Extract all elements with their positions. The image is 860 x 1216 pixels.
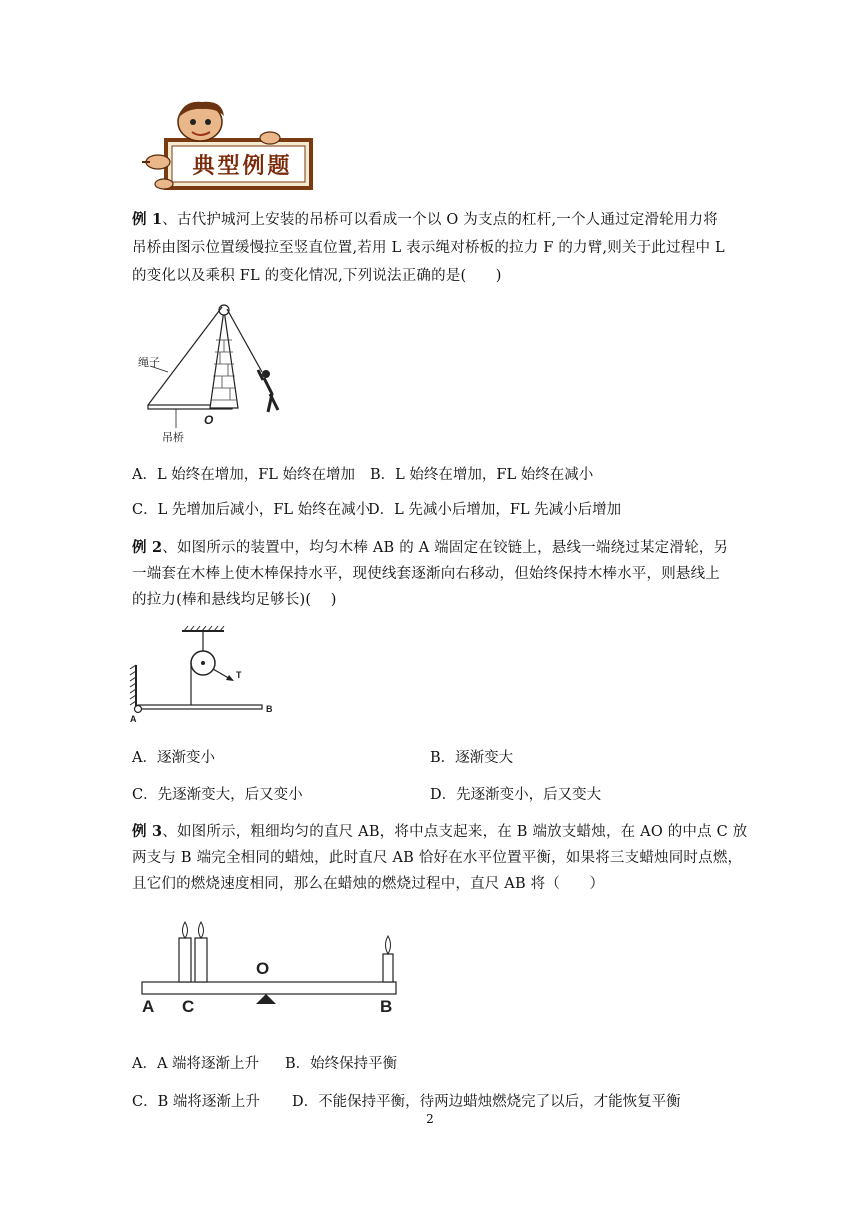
q3-fig-label-a: A [142, 997, 155, 1016]
q1-option-c[interactable]: C．L 先增加后减小，FL 始终在减小 [132, 502, 371, 518]
q3-option-b[interactable]: B．始终保持平衡 [285, 1056, 398, 1072]
q1-option-b[interactable]: B．L 始终在增加，FL 始终在减小 [370, 467, 594, 483]
q3-line1: 例 3、如图所示，粗细均匀的直尺 AB，将中点支起来，在 B 端放支蜡烛，在 AO 的中点 C 放 [132, 823, 748, 840]
q3-figure [138, 912, 408, 1020]
q1-fig-pivot-label: O [204, 413, 214, 427]
q2-fig-label-b: B [266, 704, 273, 714]
q2-line3: 的拉力(棒和悬线均足够长)( ) [132, 592, 337, 608]
page-number: 2 [426, 1112, 434, 1126]
q1-line2: 吊桥由图示位置缓慢拉至竖直位置,若用 L 表示绳对桥板的拉力 F 的力臂,则关于此过程中 L [132, 240, 725, 256]
q3-line2: 两支与 B 端完全相同的蜡烛，此时直尺 AB 恰好在水平位置平衡，如果将三支蜡烛同时点燃， [132, 850, 743, 866]
banner-title: 典型例题 [192, 153, 293, 179]
q1-fig-bridge-label: 吊桥 [162, 432, 184, 444]
q2-option-c[interactable]: C．先逐渐变大，后又变小 [132, 787, 303, 803]
q2-option-a[interactable]: A．逐渐变小 [132, 750, 215, 766]
q3-option-d[interactable]: D．不能保持平衡，待两边蜡烛燃烧完了以后，才能恢复平衡 [292, 1094, 681, 1110]
q3-fig-label-o: O [256, 959, 270, 978]
q2-number: 例 2 [132, 539, 163, 556]
q1-line1: 例 1、古代护城河上安装的吊桥可以看成一个以 O 为支点的杠杆,一个人通过定滑轮用力将 [132, 211, 718, 228]
q3-number: 例 3 [132, 823, 163, 840]
q2-option-d[interactable]: D．先逐渐变小，后又变大 [430, 787, 602, 803]
example-banner [138, 100, 318, 192]
q2-line1: 例 2、如图所示的装置中，均匀木棒 AB 的 A 端固定在铰链上，悬线一端绕过某定滑轮，另 [132, 539, 729, 556]
q1-figure [132, 300, 292, 445]
q3-option-a[interactable]: A．A 端将逐渐上升 [132, 1056, 260, 1072]
q1-number: 例 1 [132, 211, 163, 228]
q3-fig-label-b: B [380, 997, 393, 1016]
q3-line3: 且它们的燃烧速度相同，那么在蜡烛的燃烧过程中，直尺 AB 将（ ） [132, 876, 605, 892]
q1-fig-rope-label: 绳子 [138, 357, 160, 369]
q1-line3: 的变化以及乘积 FL 的变化情况,下列说法正确的是( ) [132, 268, 502, 284]
q3-option-c[interactable]: C．B 端将逐渐上升 [132, 1094, 260, 1110]
q1-option-a[interactable]: A．L 始终在增加，FL 始终在增加 [132, 467, 356, 483]
q2-line2: 一端套在木棒上使木棒保持水平，现使线套逐渐向右移动，但始终保持木棒水平，则悬线上 [132, 566, 720, 582]
q1-option-d[interactable]: D．L 先减小后增加，FL 先减小后增加 [368, 502, 622, 518]
q2-option-b[interactable]: B．逐渐变大 [430, 750, 514, 766]
q2-figure [126, 625, 286, 725]
q2-fig-label-t: T [236, 670, 242, 680]
q3-fig-label-c: C [182, 997, 195, 1016]
q2-fig-label-a: A [130, 714, 137, 724]
